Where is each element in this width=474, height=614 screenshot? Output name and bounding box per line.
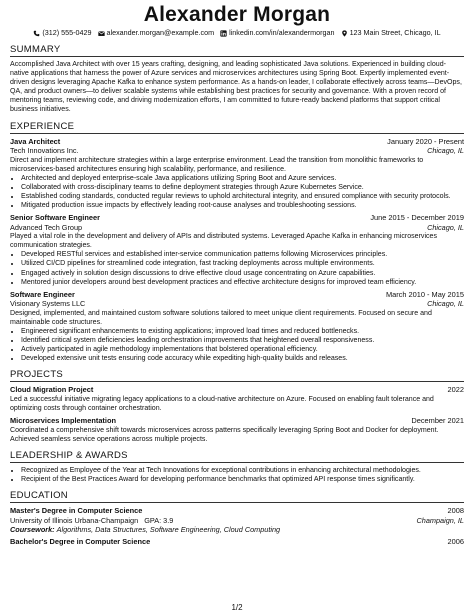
leadership-heading: LEADERSHIP & AWARDS	[10, 449, 128, 461]
project-title: Cloud Migration Project	[10, 385, 94, 395]
project-header	[10, 416, 464, 426]
education-entry	[10, 506, 464, 534]
job-company-row	[10, 223, 464, 232]
leadership-bullets	[10, 466, 464, 484]
projects-heading: PROJECTS	[10, 369, 64, 381]
job-bullet: • Actively participated in agile methodology implementations that bolstered operational efficiency.	[21, 345, 464, 354]
linkedin-icon	[220, 30, 227, 37]
section-divider	[10, 133, 464, 134]
job-bullet: • Engineered significant enhancements to existing applications; improved load times and reduced bottlenecks.	[21, 327, 464, 336]
school-gpa: GPA: 3.9	[144, 515, 174, 525]
section-divider	[10, 462, 464, 463]
phone-icon	[33, 30, 40, 37]
school-block	[10, 516, 173, 525]
job-title: Software Engineer	[10, 289, 75, 299]
leadership-bullet: • Recognized as Employee of the Year at Tech Innovations for exceptional contributions in enhancing architectural methodologies.	[21, 466, 464, 475]
job-title: Senior Software Engineer	[10, 213, 100, 223]
job-bullets	[10, 250, 464, 286]
project-date: 2022	[447, 385, 464, 395]
project-header	[10, 385, 464, 395]
education-header	[10, 537, 464, 547]
job-company-row	[10, 146, 464, 155]
education-heading: EDUCATION	[10, 490, 68, 501]
education-header	[10, 506, 464, 516]
job-location: Chicago, IL	[427, 222, 464, 232]
job-location: Chicago, IL	[427, 146, 464, 156]
job-entry	[10, 213, 464, 287]
email-text[interactable]: alexander.morgan@example.com	[106, 28, 215, 37]
project-description: Led a successful initiative migrating legacy applications to a cloud-native architecture on Azure. Focused on enabling fault tolerance and optimizing costs through container orchestration.	[10, 395, 434, 412]
address-text: 123 Main Street, Chicago, IL	[349, 28, 441, 37]
education-entry	[10, 537, 464, 547]
job-bullet: • Established coding standards, conducted regular reviews to uphold architectural integrity, and ensured compliance with security protocols.	[21, 192, 464, 201]
coursework-label: Coursework:	[10, 525, 55, 534]
job-dates: March 2010 - May 2015	[385, 289, 464, 299]
job-dates: June 2015 - December 2019	[370, 213, 464, 223]
project-entry	[10, 385, 464, 413]
job-bullet: • Collaborated with cross-disciplinary teams to define deployment strategies through Azure Kubernetes Service.	[21, 183, 464, 192]
job-company: Tech Innovations Inc.	[10, 146, 79, 156]
degree-year: 2006	[447, 537, 464, 547]
summary-heading: SUMMARY	[10, 44, 61, 55]
degree-title: Bachelor's Degree in Computer Science	[10, 537, 151, 547]
linkedin-text[interactable]: linkedin.com/in/alexandermorgan	[229, 28, 335, 37]
job-bullet: • Developed extensive unit tests ensuring code accuracy while expediting high-quality builds and releases.	[21, 354, 464, 363]
contact-phone	[33, 28, 91, 38]
job-company: Visionary Systems LLC	[10, 299, 86, 309]
coursework-text: Algorithms, Data Structures, Software Engineering, Cloud Computing	[56, 525, 281, 534]
job-description: Designed, implemented, and maintained custom software solutions tailored to meet unique client requirements. Focused on secure and maintainable code structures.	[10, 309, 432, 326]
contact-address	[341, 28, 441, 38]
job-company: Advanced Tech Group	[10, 222, 83, 232]
job-header	[10, 137, 464, 147]
job-bullet: • Developed RESTful services and established inter-service communication patterns following Microservices principles.	[21, 250, 464, 259]
contact-email[interactable]	[98, 28, 215, 38]
candidate-name: Alexander Morgan	[143, 3, 331, 26]
job-bullet: • Mentored junior developers around best development practices and effective architecture designs for improved team efficiency.	[21, 278, 464, 287]
section-divider	[10, 502, 464, 503]
location-pin-icon	[341, 30, 348, 37]
job-bullets	[10, 327, 464, 363]
job-bullet: • Mitigated production issue impacts by effectively leading root-cause analyses and troubleshooting sessions.	[21, 201, 464, 210]
section-divider	[10, 56, 464, 57]
section-divider	[10, 381, 464, 382]
job-header	[10, 290, 464, 300]
project-description: Coordinated a comprehensive shift towards microservices across patterns specifically leveraging Spring Boot and Docker for deployment. Achieved seamless service operations across multiple projects.	[10, 426, 439, 443]
degree-year: 2008	[447, 506, 464, 515]
leadership-bullet: • Recipient of the Best Practices Award for developing performance benchmarks that optimized API response times significantly.	[21, 475, 464, 484]
experience-heading: EXPERIENCE	[10, 120, 75, 132]
education-school-row	[10, 516, 464, 525]
job-bullet: • Architected and deployed enterprise-scale Java applications utilizing Spring Boot and Azure services.	[21, 174, 464, 183]
phone-text: (312) 555-0429	[42, 28, 92, 37]
job-entry	[10, 137, 464, 211]
job-header	[10, 213, 464, 223]
job-title: Java Architect	[10, 136, 61, 146]
job-bullet: • Engaged actively in solution design discussions to drive effective cloud usage concentrating on Azure capabilities.	[21, 269, 464, 278]
job-bullets	[10, 174, 464, 210]
job-entry	[10, 290, 464, 364]
contact-line	[10, 28, 464, 38]
school-name: University of Illinois Urbana-Champaign	[10, 515, 139, 525]
coursework-line	[10, 525, 464, 534]
job-bullet: • Identified critical system deficiencies leading orchestration improvements that heightened overall responsiveness.	[21, 336, 464, 345]
job-location: Chicago, IL	[427, 299, 464, 309]
job-dates: January 2020 - Present	[387, 136, 464, 146]
project-date: December 2021	[411, 416, 464, 426]
project-title: Microservices Implementation	[10, 416, 116, 426]
school-location: Champaign, IL	[416, 515, 464, 525]
page-number: 1/2	[231, 603, 243, 612]
summary-text: Accomplished Java Architect with over 15 years crafting, designing, and leading sophisticated Java solutions. Experienced in building cloud-native applications that harness the power of Azure services and microservices architectures using Spring Boot. Expertly implemented event-driven designs leveraging Apache Kafka to enhance system performance. As a hands-on leader, I collaborate effectively across teams—DevOps, QA, and product owners—to deliver scalable systems while establishing best practices for security and governance. With a proven record of mentoring teams, reviewing code, and driving modernization efforts, I am committed to future-ready backend platforms that support critical business initiatives.	[10, 61, 462, 114]
project-entry	[10, 416, 464, 444]
contact-linkedin[interactable]	[220, 28, 334, 38]
job-bullet: • Utilized CI/CD pipelines for streamlined code integration, fast tracking deployments across multiple environments.	[21, 259, 464, 268]
job-description: Played a vital role in the development and delivery of APIs and distributed systems. Leveraged Apache Kafka in enhancing microservices communication strategies.	[10, 233, 437, 250]
degree-title: Master's Degree in Computer Science	[10, 506, 143, 515]
job-company-row	[10, 299, 464, 308]
job-description: Direct and implement architecture strategies within a large enterprise environment. Lead the transition from monolithic frameworks to microservices-based architectures ensuring high scalability, performance, and resilience.	[10, 156, 424, 173]
email-icon	[98, 30, 105, 37]
